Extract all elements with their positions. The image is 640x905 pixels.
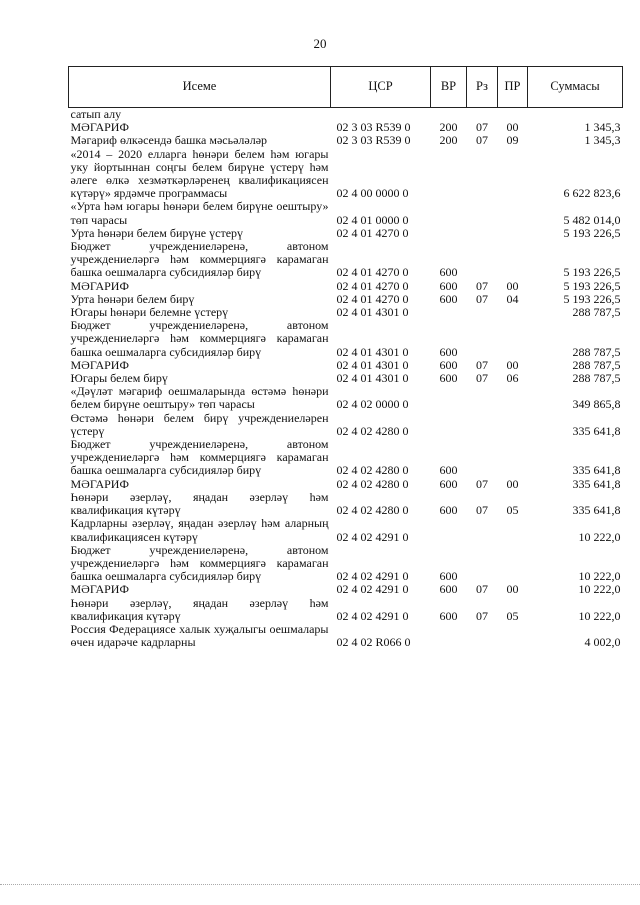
cell-vr: 200 (439, 120, 458, 135)
cell-pr (498, 319, 528, 359)
cell-csr: 02 4 02 4280 0 (336, 463, 409, 478)
header-rz: Рз (467, 67, 498, 108)
cell-vr (431, 108, 467, 122)
cell-vr: 600 (439, 371, 458, 386)
cell-pr (498, 108, 528, 122)
cell-csr: 02 4 02 4280 0 (336, 476, 409, 491)
cell-vr: 600 (439, 291, 458, 306)
header-csr: ЦСР (331, 67, 431, 108)
table-row (69, 478, 623, 491)
budget-table (68, 66, 623, 649)
cell-name: Өстәмә һөнәри белем бирү учреждениеләрен үстерү (70, 410, 329, 438)
cell-vr (431, 517, 467, 543)
cell-name: МӘГАРИФ (70, 120, 129, 135)
cell-vr (431, 200, 467, 226)
cell-sum: 288 787,5 (572, 357, 621, 372)
cell-name: Югары һөнәри белемне үстерү (70, 305, 229, 320)
cell-name: МӘГАРИФ (70, 582, 129, 597)
cell-vr: 600 (439, 503, 458, 518)
cell-name: Югары белем бирү (70, 371, 168, 386)
cell-vr: 600 (439, 608, 458, 623)
cell-pr (498, 200, 528, 226)
cell-csr: 02 4 01 4301 0 (336, 357, 409, 372)
cell-rz: 07 (476, 291, 488, 306)
cell-sum: 335 641,8 (572, 476, 621, 491)
cell-rz (467, 200, 498, 226)
cell-rz (467, 319, 498, 359)
cell-rz (467, 108, 498, 122)
cell-csr: 02 4 02 4291 0 (336, 569, 409, 584)
cell-name: Бюджет учреждениеләренә, автоном учреждениеләргә һәм коммерциягә карамаган башка оешмаларга субсидияләр бирү (70, 542, 329, 584)
cell-sum: 5 482 014,0 (563, 212, 621, 227)
cell-vr: 600 (439, 582, 458, 597)
cell-vr (431, 148, 467, 201)
cell-vr: 600 (439, 278, 458, 293)
cell-sum: 1 345,3 (584, 120, 621, 135)
cell-pr: 05 (506, 608, 519, 623)
cell-rz: 07 (476, 278, 488, 293)
cell-name: МӘГАРИФ (70, 357, 129, 372)
cell-sum: 10 222,0 (578, 569, 621, 584)
cell-rz (467, 240, 498, 280)
cell-sum: 6 622 823,6 (563, 186, 621, 201)
cell-rz (467, 517, 498, 543)
cell-sum (528, 108, 623, 122)
cell-name: Бюджет учреждениеләренә, автоном учреждениеләргә һәм коммерциягә карамаган башка оешмаларга субсидияләр бирү (70, 437, 329, 478)
cell-name: МӘГАРИФ (70, 278, 129, 293)
cell-csr: 02 4 01 4301 0 (336, 344, 409, 359)
cell-sum: 335 641,8 (572, 423, 621, 438)
table-body (69, 108, 623, 650)
cell-pr (498, 412, 528, 438)
cell-pr (498, 227, 528, 240)
cell-sum: 4 002,0 (584, 635, 621, 650)
cell-vr (431, 412, 467, 438)
cell-pr: 05 (506, 503, 519, 518)
cell-name: «Дәүләт мәгариф оешмаларында өстәмә һөнәри белем бирүне оештыру» төп чарасы (70, 384, 329, 412)
cell-vr (431, 306, 467, 319)
cell-vr: 600 (439, 265, 458, 280)
cell-csr (331, 108, 431, 122)
header-vr: ВР (431, 67, 467, 108)
table-row (69, 134, 623, 147)
cell-pr (498, 438, 528, 478)
cell-csr: 02 4 01 4301 0 (336, 371, 409, 386)
cell-pr: 04 (506, 291, 519, 306)
cell-rz: 07 (476, 133, 488, 148)
cell-vr (431, 385, 467, 411)
table-row (69, 200, 623, 226)
cell-name: Һөнәри әзерләү, яңадан әзерләү һәм квалификация күтәрү (70, 489, 329, 518)
cell-sum: 10 222,0 (578, 529, 621, 544)
cell-name: «Урта һәм югары һөнәри белем бирүне оештыру» төп чарасы (70, 199, 329, 227)
cell-csr: 02 4 01 4270 0 (336, 265, 409, 280)
cell-pr: 00 (506, 278, 519, 293)
cell-sum: 5 193 226,5 (563, 291, 621, 306)
cell-pr (498, 306, 528, 319)
table-row (69, 438, 623, 478)
table-row (69, 544, 623, 584)
cell-sum: 335 641,8 (572, 463, 621, 478)
cell-name: Россия Федерациясе халык хуҗалыгы оешмалары өчен идарәче кадрларны (70, 621, 329, 650)
cell-sum: 5 193 226,5 (563, 225, 621, 240)
cell-csr: 02 4 01 4270 0 (336, 278, 409, 293)
cell-csr: 02 4 02 4280 0 (336, 503, 409, 518)
cell-sum: 288 787,5 (572, 344, 621, 359)
cell-pr: 06 (506, 371, 519, 386)
cell-rz: 07 (476, 503, 488, 518)
cell-rz (467, 623, 498, 649)
cell-csr: 02 4 02 4291 0 (336, 529, 409, 544)
cell-rz: 07 (476, 357, 488, 372)
table-row (69, 240, 623, 280)
cell-rz (467, 412, 498, 438)
table-row (69, 491, 623, 517)
cell-name: Кадрларны әзерләү, яңадан әзерләү һәм аларның квалификациясен күтәрү (70, 516, 329, 544)
cell-pr (498, 517, 528, 543)
cell-rz (467, 544, 498, 584)
cell-vr: 600 (439, 463, 458, 478)
cell-csr: 02 4 02 4291 0 (336, 608, 409, 623)
cell-vr: 200 (439, 133, 458, 148)
cell-name: Бюджет учреждениеләренә, автоном учреждениеләргә һәм коммерциягә карамаган башка оешмаларга субсидияләр бирү (70, 239, 329, 280)
cell-csr: 02 4 02 4280 0 (336, 423, 409, 438)
cell-pr (498, 240, 528, 280)
table-row (69, 319, 623, 359)
cell-sum: 5 193 226,5 (563, 265, 621, 280)
cell-sum: 10 222,0 (578, 582, 621, 597)
cell-name: Бюджет учреждениеләренә, автоном учреждениеләргә һәм коммерциягә карамаган башка оешмаларга субсидияләр бирү (70, 318, 329, 359)
cell-name: «2014 – 2020 елларга һөнәри белем һәм югары уку йортыннан соңгы белем бирүне үстерү һәм әлеге өлкә хезмәткәрләренең квалификациясен күтәрү» ярдәмче программасы (70, 146, 329, 201)
cell-vr: 600 (439, 476, 458, 491)
cell-csr: 02 4 00 0000 0 (336, 186, 409, 201)
cell-csr: 02 4 01 0000 0 (336, 212, 409, 227)
cell-rz: 07 (476, 476, 488, 491)
cell-vr (431, 227, 467, 240)
cell-rz (467, 385, 498, 411)
table-row (69, 412, 623, 438)
scan-edge-divider (0, 884, 640, 885)
table-row (69, 623, 623, 649)
header-pr: ПР (498, 67, 528, 108)
cell-vr: 600 (439, 344, 458, 359)
cell-rz (467, 306, 498, 319)
cell-pr: 00 (506, 120, 519, 135)
cell-name: сатып алу (70, 107, 122, 121)
cell-csr: 02 3 03 R539 0 (336, 120, 411, 135)
cell-vr: 600 (439, 569, 458, 584)
cell-sum: 349 865,8 (572, 397, 621, 412)
cell-pr: 09 (506, 133, 519, 148)
cell-pr: 00 (506, 476, 519, 491)
cell-pr (498, 623, 528, 649)
cell-sum: 5 193 226,5 (563, 278, 621, 293)
table-row (69, 108, 623, 122)
cell-csr: 02 3 03 R539 0 (336, 133, 411, 148)
cell-csr: 02 4 01 4270 0 (336, 291, 409, 306)
cell-sum: 335 641,8 (572, 503, 621, 518)
cell-sum: 288 787,5 (572, 305, 621, 320)
cell-name: Урта һөнәри белем бирү (70, 291, 195, 306)
cell-rz (467, 148, 498, 201)
cell-pr: 00 (506, 582, 519, 597)
cell-rz: 07 (476, 371, 488, 386)
table-row (69, 517, 623, 543)
cell-rz: 07 (476, 120, 488, 135)
cell-csr: 02 4 02 4291 0 (336, 582, 409, 597)
cell-name: Мәгариф өлкәсендә башка мәсьәләләр (70, 133, 268, 148)
cell-name: МӘГАРИФ (70, 476, 129, 491)
cell-rz (467, 227, 498, 240)
table-row (69, 583, 623, 596)
cell-vr (431, 623, 467, 649)
table-header (69, 67, 623, 108)
cell-sum: 10 222,0 (578, 608, 621, 623)
table-row (69, 385, 623, 411)
cell-rz (467, 438, 498, 478)
page-number: 20 (313, 36, 327, 51)
cell-csr: 02 4 01 4270 0 (336, 225, 409, 240)
header-sum: Суммасы (528, 67, 623, 108)
table-row (69, 148, 623, 201)
table-row (69, 280, 623, 293)
cell-pr (498, 385, 528, 411)
cell-pr (498, 148, 528, 201)
cell-vr: 600 (439, 357, 458, 372)
cell-csr: 02 4 02 R066 0 (336, 635, 411, 650)
cell-rz: 07 (476, 582, 488, 597)
cell-csr: 02 4 01 4301 0 (336, 305, 409, 320)
cell-rz: 07 (476, 608, 488, 623)
cell-sum: 288 787,5 (572, 371, 621, 386)
header-name: Исеме (69, 67, 331, 108)
cell-sum: 1 345,3 (584, 133, 621, 148)
cell-pr (498, 544, 528, 584)
cell-pr: 00 (506, 357, 519, 372)
cell-csr: 02 4 02 0000 0 (336, 397, 409, 412)
cell-name: Урта һөнәри белем бирүне үстерү (70, 225, 244, 240)
table-row (69, 597, 623, 623)
cell-name: Һөнәри әзерләү, яңадан әзерләү һәм квалификация күтәрү (70, 595, 329, 623)
